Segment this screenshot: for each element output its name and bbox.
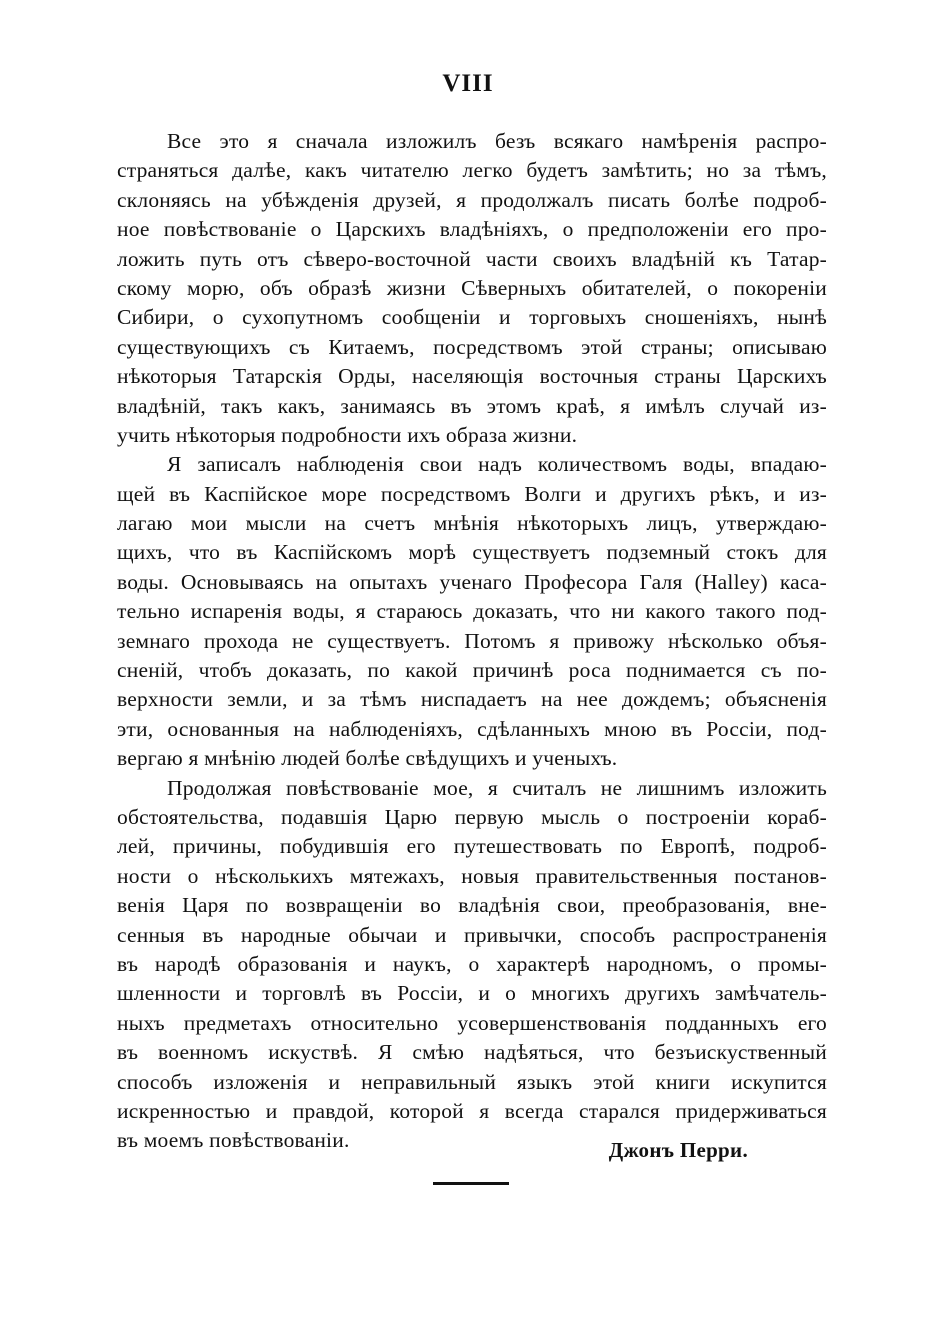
text-line: ныхъ предметахъ относительно усовершенствованія подданныхъ его xyxy=(117,1010,827,1035)
text-line: въ народѣ образованія и наукъ, о характерѣ народномъ, о промы- xyxy=(117,951,827,976)
text-line: венія Царя по возвращеніи во владѣнія свои, преобразованія, вне- xyxy=(117,893,827,918)
text-line: способъ изложенія и неправильный языкъ этой книги искупится xyxy=(117,1069,827,1094)
text-line: въ моемъ повѣствованіи. xyxy=(117,1128,350,1153)
text-line: щихъ, что въ Каспійскомъ морѣ существуетъ подземный стокъ для xyxy=(117,540,827,565)
text-line: страняться далѣе, какъ читателю легко будетъ замѣтить; но за тѣмъ, xyxy=(117,158,827,183)
text-line: вергаю я мнѣнію людей болѣе свѣдущихъ и ученыхъ. xyxy=(117,746,618,771)
text-line: верхности земли, и за тѣмъ ниспадаетъ на нее дождемъ; объясненія xyxy=(117,687,827,712)
text-line: сненій, чтобъ доказать, по какой причинѣ роса поднимается съ по- xyxy=(117,658,827,683)
text-line: скому морю, объ образѣ жизни Сѣверныхъ обитателей, о покореніи xyxy=(117,275,827,300)
text-line: Продолжая повѣствованіе мое, я считалъ не лишнимъ изложить xyxy=(167,775,827,800)
paragraph xyxy=(117,774,827,1156)
text-line: владѣній, такъ какъ, занимаясь въ этомъ краѣ, я имѣлъ случай из- xyxy=(117,393,827,418)
text-line: сенныя въ народные обычаи и привычки, способъ распространенія xyxy=(117,922,827,947)
author-signature: Джонъ Перри. xyxy=(608,1138,748,1162)
text-line: ное повѣствованіе о Царскихъ владѣніяхъ, о предположеніи его про- xyxy=(117,217,827,242)
closing-rule xyxy=(433,1182,509,1185)
text-line: щей въ Каспійское море посредствомъ Волги и другихъ рѣкъ, и из- xyxy=(117,481,827,506)
text-line: тельно испаренія воды, я стараюсь доказать, что ни какого такого под- xyxy=(117,599,827,624)
text-line: шленности и торговлѣ въ Россіи, и о многихъ другихъ замѣчатель- xyxy=(117,981,827,1006)
text-line: склоняясь на убѣжденія друзей, я продолжалъ писать болѣе подроб- xyxy=(117,187,827,212)
text-line: учить нѣкоторыя подробности ихъ образа жизни. xyxy=(117,422,578,447)
text-line: эти, основанныя на наблюденіяхъ, сдѣланныхъ мною въ Россіи, под- xyxy=(117,716,827,741)
text-line: нѣкоторыя Татарскія Орды, населяющія восточныя страны Царскихъ xyxy=(117,364,827,389)
text-line: лей, причины, побудившія его путешествовать по Европѣ, подроб- xyxy=(117,834,827,859)
text-body xyxy=(117,127,827,1156)
page-number: VIII xyxy=(442,70,494,97)
text-line: ности о нѣсколькихъ мятежахъ, новыя правительственныя постанов- xyxy=(117,863,827,888)
text-line: лагаю мои мысли на счетъ мнѣнія нѣкоторыхъ лицъ, утверждаю- xyxy=(117,511,827,536)
text-line: Я записалъ наблюденія свои надъ количествомъ воды, впадаю- xyxy=(167,452,827,477)
text-line: существующихъ съ Китаемъ, посредствомъ этой страны; описываю xyxy=(117,334,827,359)
paragraph xyxy=(117,450,827,773)
text-line: въ военномъ искуствѣ. Я смѣю надѣяться, что безъискуственный xyxy=(117,1040,827,1065)
text-line: искренностью и правдой, которой я всегда старался придерживаться xyxy=(117,1098,827,1123)
text-line: ложить путь отъ сѣверо-восточной части своихъ владѣній къ Татар- xyxy=(117,246,827,271)
text-line: Сибири, о сухопутномъ сообщеніи и торговыхъ сношеніяхъ, нынѣ xyxy=(117,305,827,330)
text-line: земнаго прохода не существуетъ. Потомъ я привожу нѣсколько объя- xyxy=(117,628,827,653)
paragraph xyxy=(117,127,827,450)
text-line: воды. Основываясь на опытахъ ученаго Професора Галя (Halley) каса- xyxy=(117,569,827,594)
text-line: обстоятельства, подавшія Царю первую мысль о построеніи кораб- xyxy=(117,804,827,829)
text-line: Все это я сначала изложилъ безъ всякаго намѣренія распро- xyxy=(167,129,827,153)
